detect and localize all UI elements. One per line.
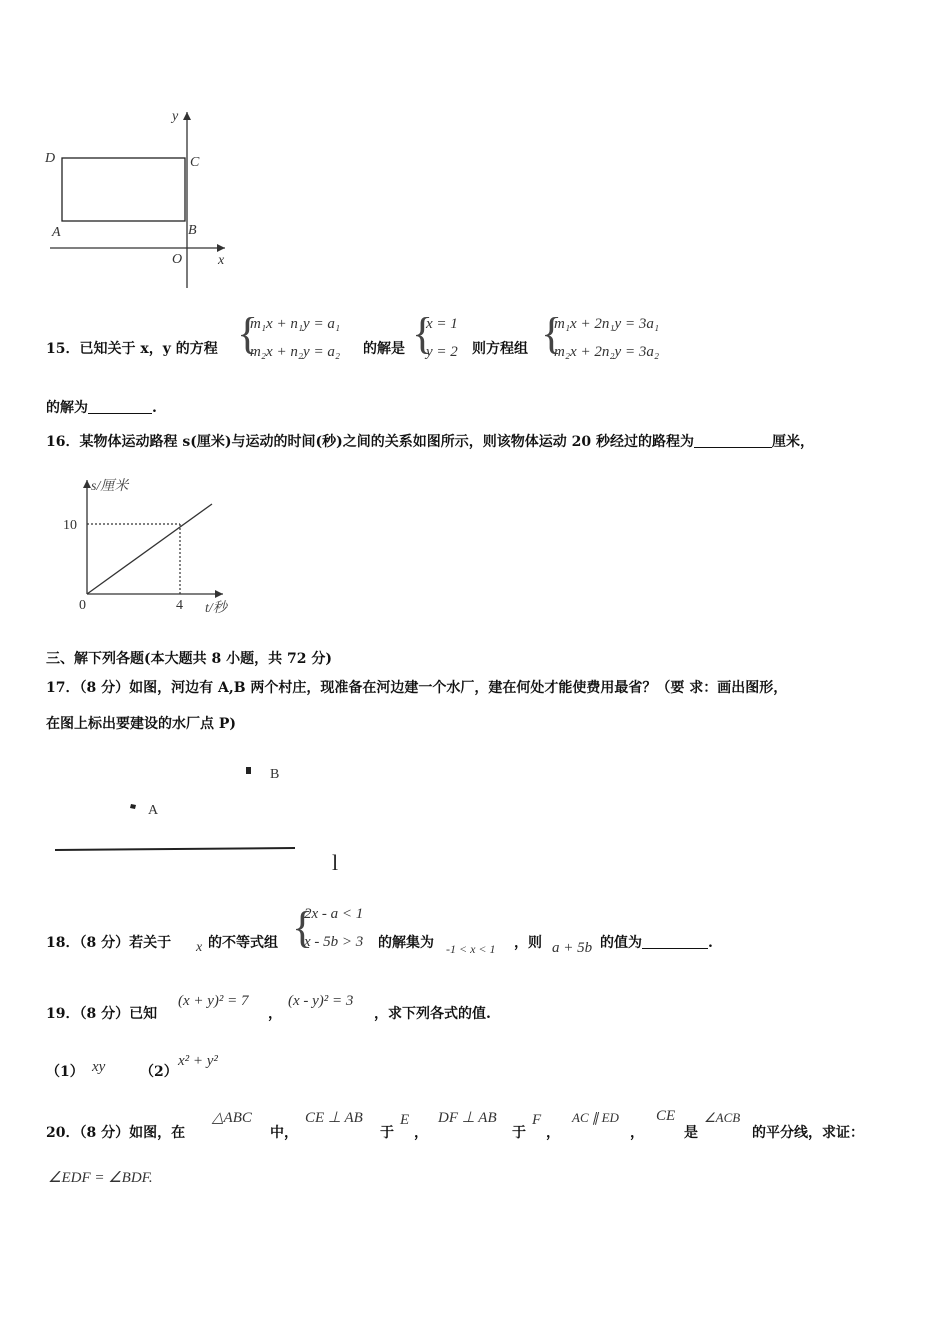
q17-line1: 17．（8 分）如图，河边有 A,B 两个村庄，现准备在河边建一个水厂，建在何处才能使费用最省？（要 求：画出图形， — [46, 680, 788, 696]
q15-system1-row2: m₂x + n₂y = a₂ — [250, 344, 341, 360]
x-tick-4: 4 — [176, 598, 183, 613]
origin-label: 0 — [79, 598, 86, 613]
s-axis-label: s/厘米 — [91, 479, 129, 494]
q20-text-a: 20．（8 分）如图，在 — [46, 1125, 186, 1141]
q19-text-a: 19．（8 分）已知 — [46, 1006, 158, 1022]
q20-shi: 是 — [684, 1125, 698, 1141]
q20-ce-perp-ab: CE ⊥ AB — [305, 1110, 363, 1126]
q15-answer-line — [46, 397, 157, 417]
q19-part2-expr: x² + y² — [178, 1053, 218, 1069]
label-y: y — [172, 109, 179, 124]
q18-text-f: . — [708, 935, 713, 951]
q15-solution-row2: y = 2 — [426, 344, 458, 360]
q16-text-end: 厘米， — [771, 434, 814, 450]
q18-answer-blank[interactable] — [642, 936, 708, 949]
q16-answer-blank[interactable] — [694, 435, 772, 448]
q15-system2-row2: m₂x + 2n₂y = 3a₂ — [554, 344, 660, 360]
q18-expr: a + 5b — [552, 940, 593, 956]
distance-line — [87, 504, 212, 594]
q18-answer-line — [600, 932, 713, 952]
t-axis-label: t/秒 — [205, 601, 227, 616]
q20-comma-1: ， — [414, 1125, 428, 1141]
q15-solution-row1: x = 1 — [426, 316, 458, 332]
q19-part1-expr: xy — [92, 1059, 106, 1075]
label-B: B — [270, 767, 280, 782]
q20-conclusion-expr: ∠EDF = ∠BDF — [48, 1170, 149, 1186]
q20-yu-2: 于 — [512, 1125, 526, 1141]
q18-text-a: 18．（8 分）若关于 — [46, 935, 172, 951]
q18-text-c: 的解集为 — [378, 935, 434, 951]
label-x: x — [218, 253, 225, 268]
y-axis-arrow — [183, 112, 191, 120]
q19-text-b: ，求下列各式的值. — [374, 1006, 491, 1022]
y-tick-10: 10 — [63, 518, 77, 533]
label-l: l — [332, 850, 339, 875]
q20-ce: CE — [656, 1108, 676, 1124]
q15-brace-1: { — [237, 309, 259, 358]
q18-inequality-1: 2x - a < 1 — [304, 906, 364, 922]
x-axis-arrow — [217, 244, 225, 252]
q16-text: 16．某物体运动路程 s(厘米)与运动的时间(秒)之间的关系如图所示，则该物体运动 20 秒经过的路程为 — [46, 434, 694, 450]
label-C: C — [190, 155, 200, 170]
point-A — [130, 804, 136, 809]
section-3-heading: 三、解下列各题(本大题共 8 小题，共 72 分) — [46, 651, 332, 667]
q15-text-c: 则方程组 — [472, 341, 528, 357]
q15-answer-blank[interactable] — [88, 401, 152, 414]
q19-comma: ， — [268, 1006, 282, 1022]
q18-var-x: x — [196, 940, 203, 955]
q20-df-perp-ab: DF ⊥ AB — [438, 1110, 497, 1126]
q15-system1-row1: m₁x + n₁y = a₁ — [250, 316, 341, 332]
q20-yu-1: 于 — [380, 1125, 394, 1141]
river-line — [55, 848, 295, 850]
q15-text-b: 的解是 — [363, 341, 405, 357]
q20-text-b: 的平分线，求证： — [752, 1125, 864, 1141]
q20-period: . — [148, 1170, 153, 1186]
q20-conclusion — [48, 1168, 153, 1187]
q18-range: -1 < x < 1 — [446, 942, 496, 956]
q18-text-b: 的不等式组 — [208, 935, 278, 951]
q20-point-E: E — [400, 1112, 410, 1128]
s-axis-arrow — [83, 480, 91, 488]
point-B — [246, 767, 251, 774]
label-A: A — [52, 225, 61, 240]
q18-text-d: ，则 — [514, 935, 542, 951]
rectangle-abcd — [62, 158, 185, 221]
q20-comma-2: ， — [546, 1125, 560, 1141]
q20-ac-parallel-ed: AC ∥ ED — [572, 1110, 619, 1125]
label-B: B — [188, 223, 197, 238]
q18-inequality-2: x - 5b > 3 — [304, 934, 364, 950]
label-O: O — [172, 252, 183, 267]
label-D: D — [45, 151, 56, 166]
river-villages-figure — [50, 760, 360, 880]
label-A: A — [148, 803, 159, 818]
t-axis-arrow — [215, 590, 223, 598]
q20-angle-acb: ∠ACB — [704, 1110, 741, 1125]
q20-triangle: △ABC — [212, 1110, 252, 1126]
q15-brace-2: { — [412, 309, 434, 358]
q15-brace-3: { — [541, 309, 563, 358]
coordinate-rectangle-figure — [40, 100, 240, 290]
q20-zhong: 中， — [270, 1125, 298, 1141]
q16-line — [46, 431, 814, 451]
q19-part1-label: （1） — [46, 1064, 84, 1080]
q20-point-F: F — [532, 1112, 542, 1128]
q18-text-e: 的值为 — [600, 935, 642, 951]
q18-brace: { — [292, 903, 314, 952]
q20-comma-3: ， — [630, 1125, 644, 1141]
q19-part2-label: （2） — [140, 1064, 178, 1080]
q19-eq2: (x - y)² = 3 — [288, 993, 354, 1009]
q15-system2-row1: m₁x + 2n₁y = 3a₁ — [554, 316, 660, 332]
q15-text-d: 的解为 — [46, 400, 88, 416]
q17-line2: 在图上标出要建设的水厂点 P) — [46, 716, 237, 732]
q19-eq1: (x + y)² = 7 — [178, 993, 249, 1009]
q15-text-e: . — [152, 400, 157, 416]
distance-time-graph — [55, 472, 245, 622]
q15-text-a: 15．已知关于 x，y 的方程 — [46, 341, 218, 357]
